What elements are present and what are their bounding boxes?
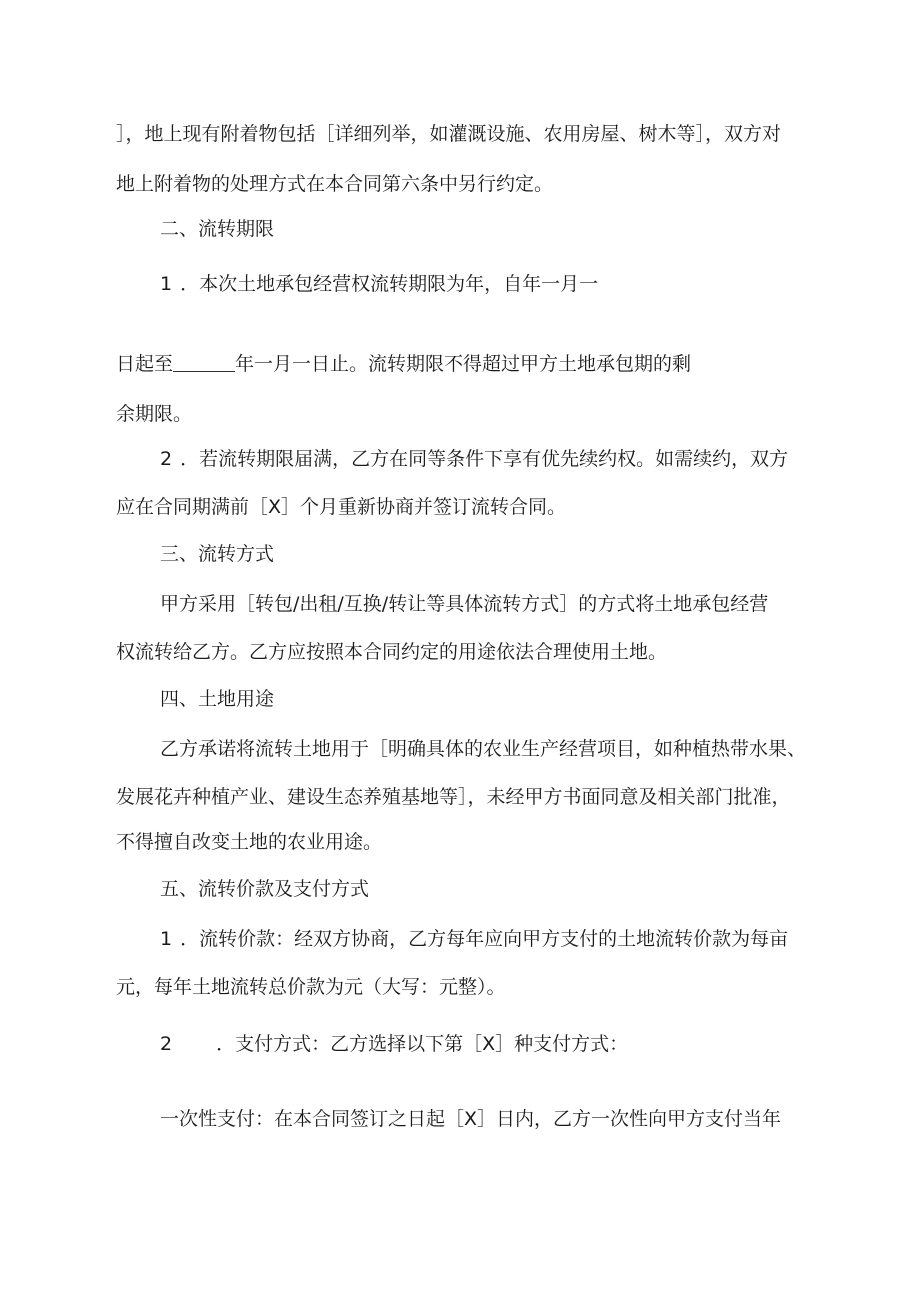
para-price-1 [160,926,860,952]
heading-price: 五、流转价款及支付方式 [160,878,370,900]
para-use-end: 不得擅自改变土地的农业用途。 [116,831,383,853]
para-method: 甲方采用［转包/出租/互换/转让等具体流转方式］的方式将土地承包经营 [160,593,769,615]
item-number: 2 [160,448,173,470]
para-use: 乙方承诺将流转土地用于［明确具体的农业生产经营项目，如种植热带水果、 [160,738,807,760]
blank-line [173,353,235,372]
para-term-1 [160,271,860,297]
para-text: ．支付方式：乙方选择以下第［X］种支付方式： [216,1033,629,1055]
para-text: ．本次土地承包经营权流转期限为年，自年一月一 [180,273,599,295]
para-price-1-cont: 元，每年土地流转总价款为元（大写：元整）。 [116,976,506,998]
para-term-2 [160,446,860,472]
para-text: 日起至 [116,353,174,375]
line-attachments: ］，地上现有附着物包括［详细列举，如灌溉设施、农用房屋、树木等］，双方对 [116,123,782,145]
line-attachments-cont: 地上附着物的处理方式在本合同第六条中另行约定。 [116,173,554,195]
para-price-2 [160,1031,860,1057]
para-lump-sum: 一次性支付：在本合同签订之日起［X］日内，乙方一次性向甲方支付当年 [160,1108,782,1130]
para-term-1-cont [116,351,816,377]
para-term-2-cont: 应在合同期满前［X］个月重新协商并签订流转合同。 [116,496,567,518]
para-text: 年一月一日止。流转期限不得超过甲方土地承包期的剩 [235,353,692,375]
para-method-cont: 权流转给乙方。乙方应按照本合同约定的用途依法合理使用土地。 [116,641,668,663]
para-text: ．流转价款：经双方协商，乙方每年应向甲方支付的土地流转价款为每亩 [180,928,789,950]
para-use-cont: 发展花卉种植产业、建设生态养殖基地等］，未经甲方书面同意及相关部门批准， [116,786,791,808]
para-term-1-end: 余期限。 [116,403,193,425]
item-number: 1 [160,928,173,950]
heading-method: 三、流转方式 [160,543,275,565]
item-number: 1 [160,273,173,295]
heading-use: 四、土地用途 [160,688,275,710]
heading-term: 二、流转期限 [160,218,275,240]
para-text: ．若流转期限届满，乙方在同等条件下享有优先续约权。如需续约，双方 [180,448,789,470]
item-number: 2 [160,1033,173,1055]
